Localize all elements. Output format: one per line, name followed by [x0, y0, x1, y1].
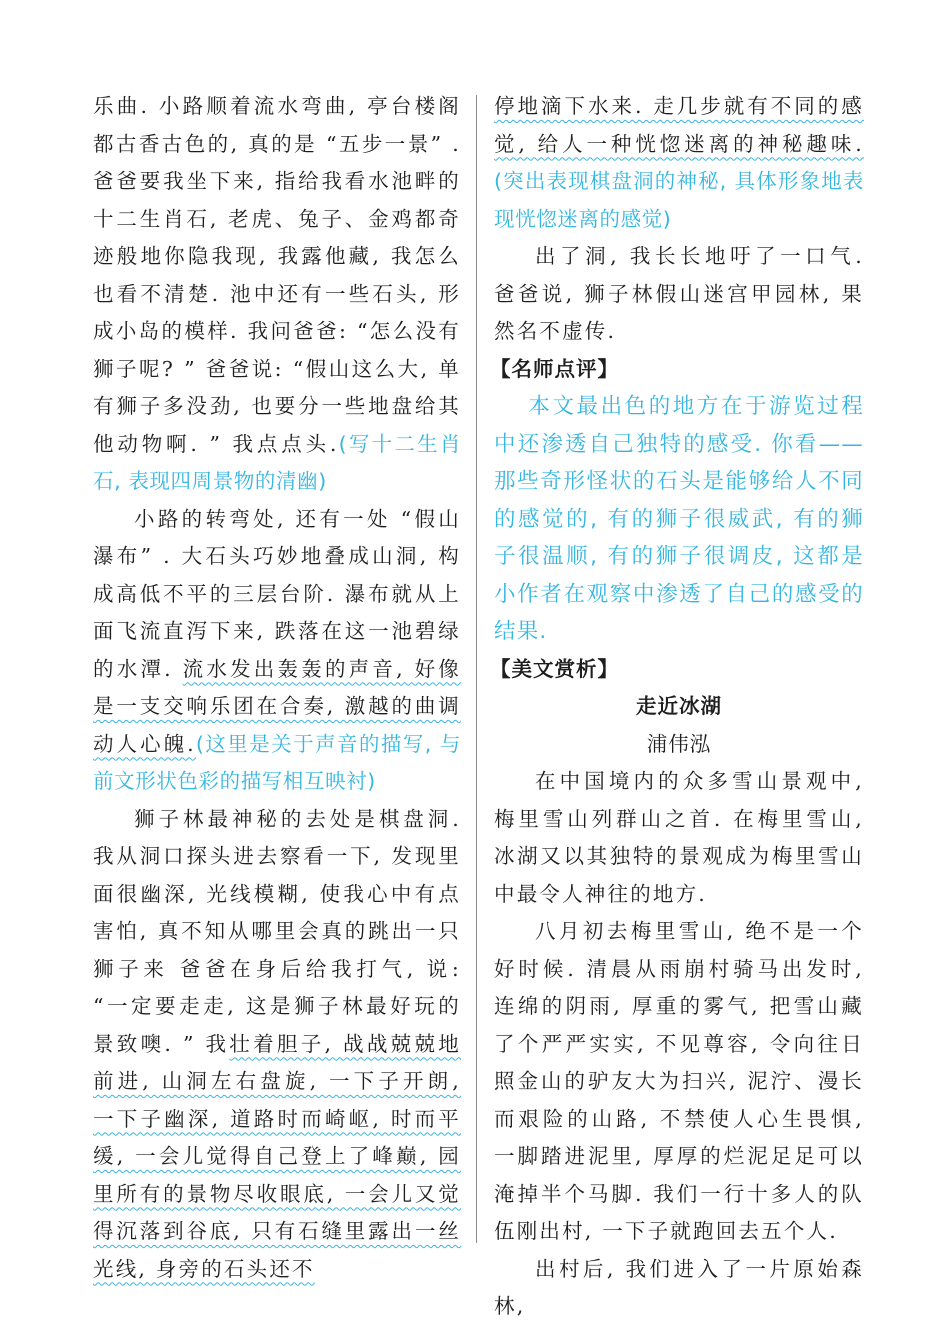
paragraph-shizilin-1 — [93, 88, 461, 501]
paragraph-cave-continued — [494, 88, 864, 238]
article-paragraph-2: 八月初去梅里雪山, 绝不是一个好时候. 清晨从雨崩村骑马出发时, 连绵的阴雨, 厚重的雾气, 把雪山藏了个严严实实, 不见尊容, 令向往日照金山的驴友大为扫兴, 泥泞、漫长而艰险的山路, 不禁使人心生畏惧, 一脚踏进泥里, 厚厚的烂泥足足可以淹掉半个马脚. 我们一行十多人的队伍刚出村, 一下子就跑回去五个人. — [494, 919, 864, 1243]
paragraph-text: 狮子林最神秘的去处是棋盘洞. 我从洞口探头进去察看一下, 发现里面很幽深, 光线模糊, 使我心中有点害怕, 真不知从哪里会真的跳出一只狮子来 爸爸在身后给我打气, 说: “一定要走走, 这是狮子林最好玩的景致噢. ” 我 — [93, 806, 461, 1056]
annotation-note: (写十二生肖石, 表现四周景物的清幽) — [93, 431, 461, 493]
paragraph-text: 小路的转弯处, 还有一处 “假山瀑布” . 大石头巧妙地叠成山洞, 构成高低不平的三层台阶. 瀑布就从上面飞流直泻下来, 跌落在这一池碧绿的水潭. — [93, 506, 461, 681]
paragraph-chessboard-cave — [93, 801, 461, 1289]
highlighted-sentence: 流水发出轰轰的声音, 好像是一支交响乐团在合奏, 激越的曲调动人心魄. — [93, 656, 461, 756]
paragraph-waterfall — [93, 501, 461, 801]
annotation-note: (突出表现棋盘洞的神秘, 具体形象地表现恍惚迷离的感觉) — [494, 169, 864, 231]
appreciation-heading: 【美文赏析】 — [490, 656, 619, 681]
article-paragraph-1: 在中国境内的众多雪山景观中, 梅里雪山列群山之首. 在梅里雪山, 冰湖又以其独特的景观成为梅里雪山中最令人神往的地方. — [494, 769, 864, 906]
paragraph-text: 乐曲. 小路顺着流水弯曲, 亭台楼阁都古香古色的, 真的是 “五步一景” . 爸爸要我坐下来, 指给我看水池畔的十二生肖石, 老虎、兔子、金鸡都奇迹般地你隐我现, 我露他藏, 我怎么也看不清楚. 池中还有一些石头, 形成小岛的模样. 我问爸爸: “怎么没有狮子呢? ” 爸爸说: “假山这么大, 单有狮子多没劲, 也要分一些地盘给其他动物啊. ” 我点点头. — [93, 94, 461, 456]
right-column — [490, 88, 864, 1326]
column-divider — [476, 95, 477, 1243]
teacher-review-text: 本文最出色的地方在于游览过程中还渗透自己独特的感受. 你看——那些奇形怪状的石头是能够给人不同的感觉的, 有的狮子很威武, 有的狮子很温顺, 有的狮子很调皮, 这都是小作者在观察中渗透了自己的感受的结果. — [494, 394, 864, 644]
article-title: 走近冰湖 — [636, 694, 722, 718]
paragraph-exit-cave: 出了洞, 我长长地吁了一口气. 爸爸说, 狮子林假山迷宫甲园林, 果然名不虚传. — [494, 244, 864, 343]
teacher-review-heading: 【名师点评】 — [490, 356, 619, 381]
highlighted-sentence: 壮着胆子, 战战兢兢地前进, 山洞左右盘旋, 一下子开朗, 一下子幽深, 道路时而崎岖, 时而平缓, 一会儿觉得自己登上了峰巅, 园里所有的景物尽收眼底, 一会儿又觉得沉落到谷底, 只有石缝里露出一丝光线, 身旁的石头还不 — [93, 1031, 461, 1281]
highlighted-sentence: 停地滴下水来. 走几步就有不同的感觉, 给人一种恍惚迷离的神秘趣味. — [494, 94, 864, 156]
left-column — [93, 88, 461, 1288]
article-author: 浦伟泓 — [646, 731, 712, 756]
article-paragraph-3: 出村后, 我们进入了一片原始森林, — [494, 1256, 864, 1318]
annotation-note: (这里是关于声音的描写, 与前文形状色彩的描写相互映衬) — [93, 731, 461, 793]
